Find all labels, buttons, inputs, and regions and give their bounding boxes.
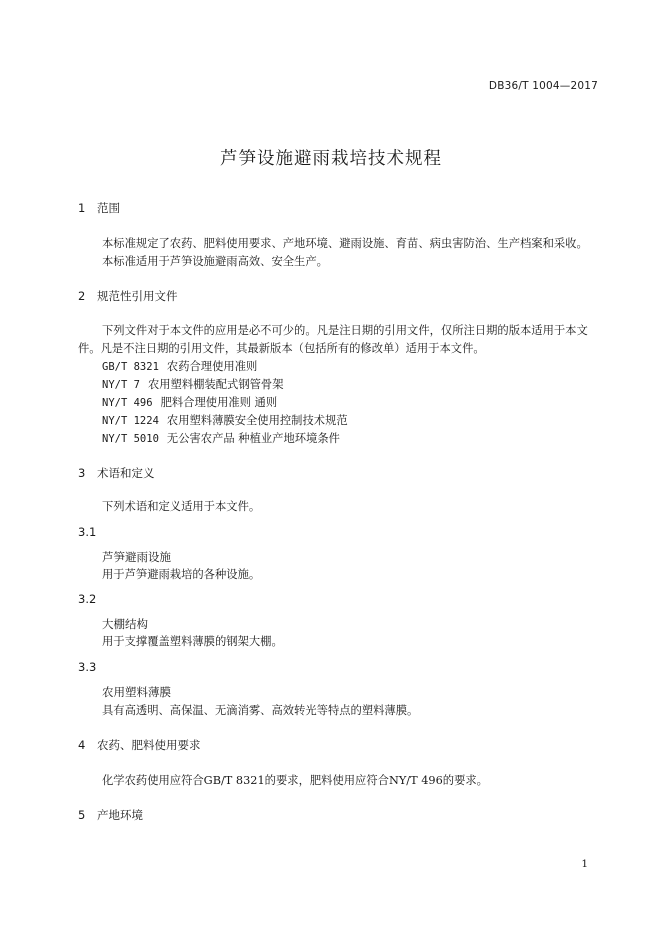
section-3-heading xyxy=(78,465,155,481)
reference-item xyxy=(102,376,284,392)
section-title: 范围 xyxy=(97,201,120,215)
section-2-paragraph-line-1: 下列文件对于本文件的应用是必不可少的。凡是注日期的引用文件，仅所注日期的版本适用于本文 xyxy=(102,324,588,337)
reference-code: NY/T 1224 xyxy=(102,415,159,427)
reference-name: 农药合理使用准则 xyxy=(166,360,258,373)
reference-code: GB/T 8321 xyxy=(102,361,159,373)
section-title: 规范性引用文件 xyxy=(97,289,178,303)
section-number: 1 xyxy=(78,201,86,215)
reference-item xyxy=(102,412,348,428)
term-name: 芦笋避雨设施 xyxy=(102,550,171,564)
section-title: 术语和定义 xyxy=(97,466,155,480)
reference-name: 农用塑料棚装配式钢管骨架 xyxy=(147,378,284,391)
subsection-number: 3.3 xyxy=(78,660,97,674)
section-number: 5 xyxy=(78,808,86,822)
term-definition: 用于支撑覆盖塑料薄膜的钢架大棚。 xyxy=(102,635,283,648)
reference-item xyxy=(102,394,277,410)
document-code: DB36/T 1004—2017 xyxy=(488,80,598,92)
section-1-paragraph-2: 本标准适用于芦笋设施避雨高效、安全生产。 xyxy=(102,255,328,268)
section-title: 农药、肥料使用要求 xyxy=(97,738,201,752)
section-3-paragraph-1: 下列术语和定义适用于本文件。 xyxy=(102,500,261,513)
section-4-paragraph-1: 化学农药使用应符合GB/T 8321的要求，肥料使用应符合NY/T 496的要求。 xyxy=(102,774,488,787)
reference-code: NY/T 496 xyxy=(102,397,153,409)
section-title: 产地环境 xyxy=(97,808,143,822)
reference-code: NY/T 5010 xyxy=(102,433,159,445)
section-number: 3 xyxy=(78,466,86,480)
subsection-number: 3.1 xyxy=(78,525,97,539)
section-5-heading xyxy=(78,807,143,823)
reference-name: 农用塑料薄膜安全使用控制技术规范 xyxy=(166,414,348,427)
reference-item xyxy=(102,430,340,446)
page-number: 1 xyxy=(581,858,588,870)
term-name: 农用塑料薄膜 xyxy=(102,685,171,699)
section-2-paragraph-line-2: 件。凡是不注日期的引用文件，其最新版本（包括所有的修改单）适用于本文件。 xyxy=(78,342,485,355)
section-number: 4 xyxy=(78,738,86,752)
term-definition: 具有高透明、高保温、无滴消雾、高效转光等特点的塑料薄膜。 xyxy=(102,704,419,717)
reference-name: 无公害农产品 种植业产地环境条件 xyxy=(166,432,340,445)
section-1-paragraph-1: 本标准规定了农药、肥料使用要求、产地环境、避雨设施、育苗、病虫害防治、生产档案和采收。 xyxy=(102,237,588,250)
reference-name: 肥料合理使用准则 通则 xyxy=(160,396,278,409)
section-1-heading xyxy=(78,200,120,216)
subsection-number: 3.2 xyxy=(78,592,97,606)
section-2-heading xyxy=(78,288,178,304)
reference-code: NY/T 7 xyxy=(102,379,140,391)
document-title: 芦笋设施避雨栽培技术规程 xyxy=(220,149,442,169)
term-name: 大棚结构 xyxy=(102,617,148,631)
section-number: 2 xyxy=(78,289,86,303)
reference-item xyxy=(102,358,257,374)
term-definition: 用于芦笋避雨栽培的各种设施。 xyxy=(102,568,261,581)
section-4-heading xyxy=(78,737,201,753)
